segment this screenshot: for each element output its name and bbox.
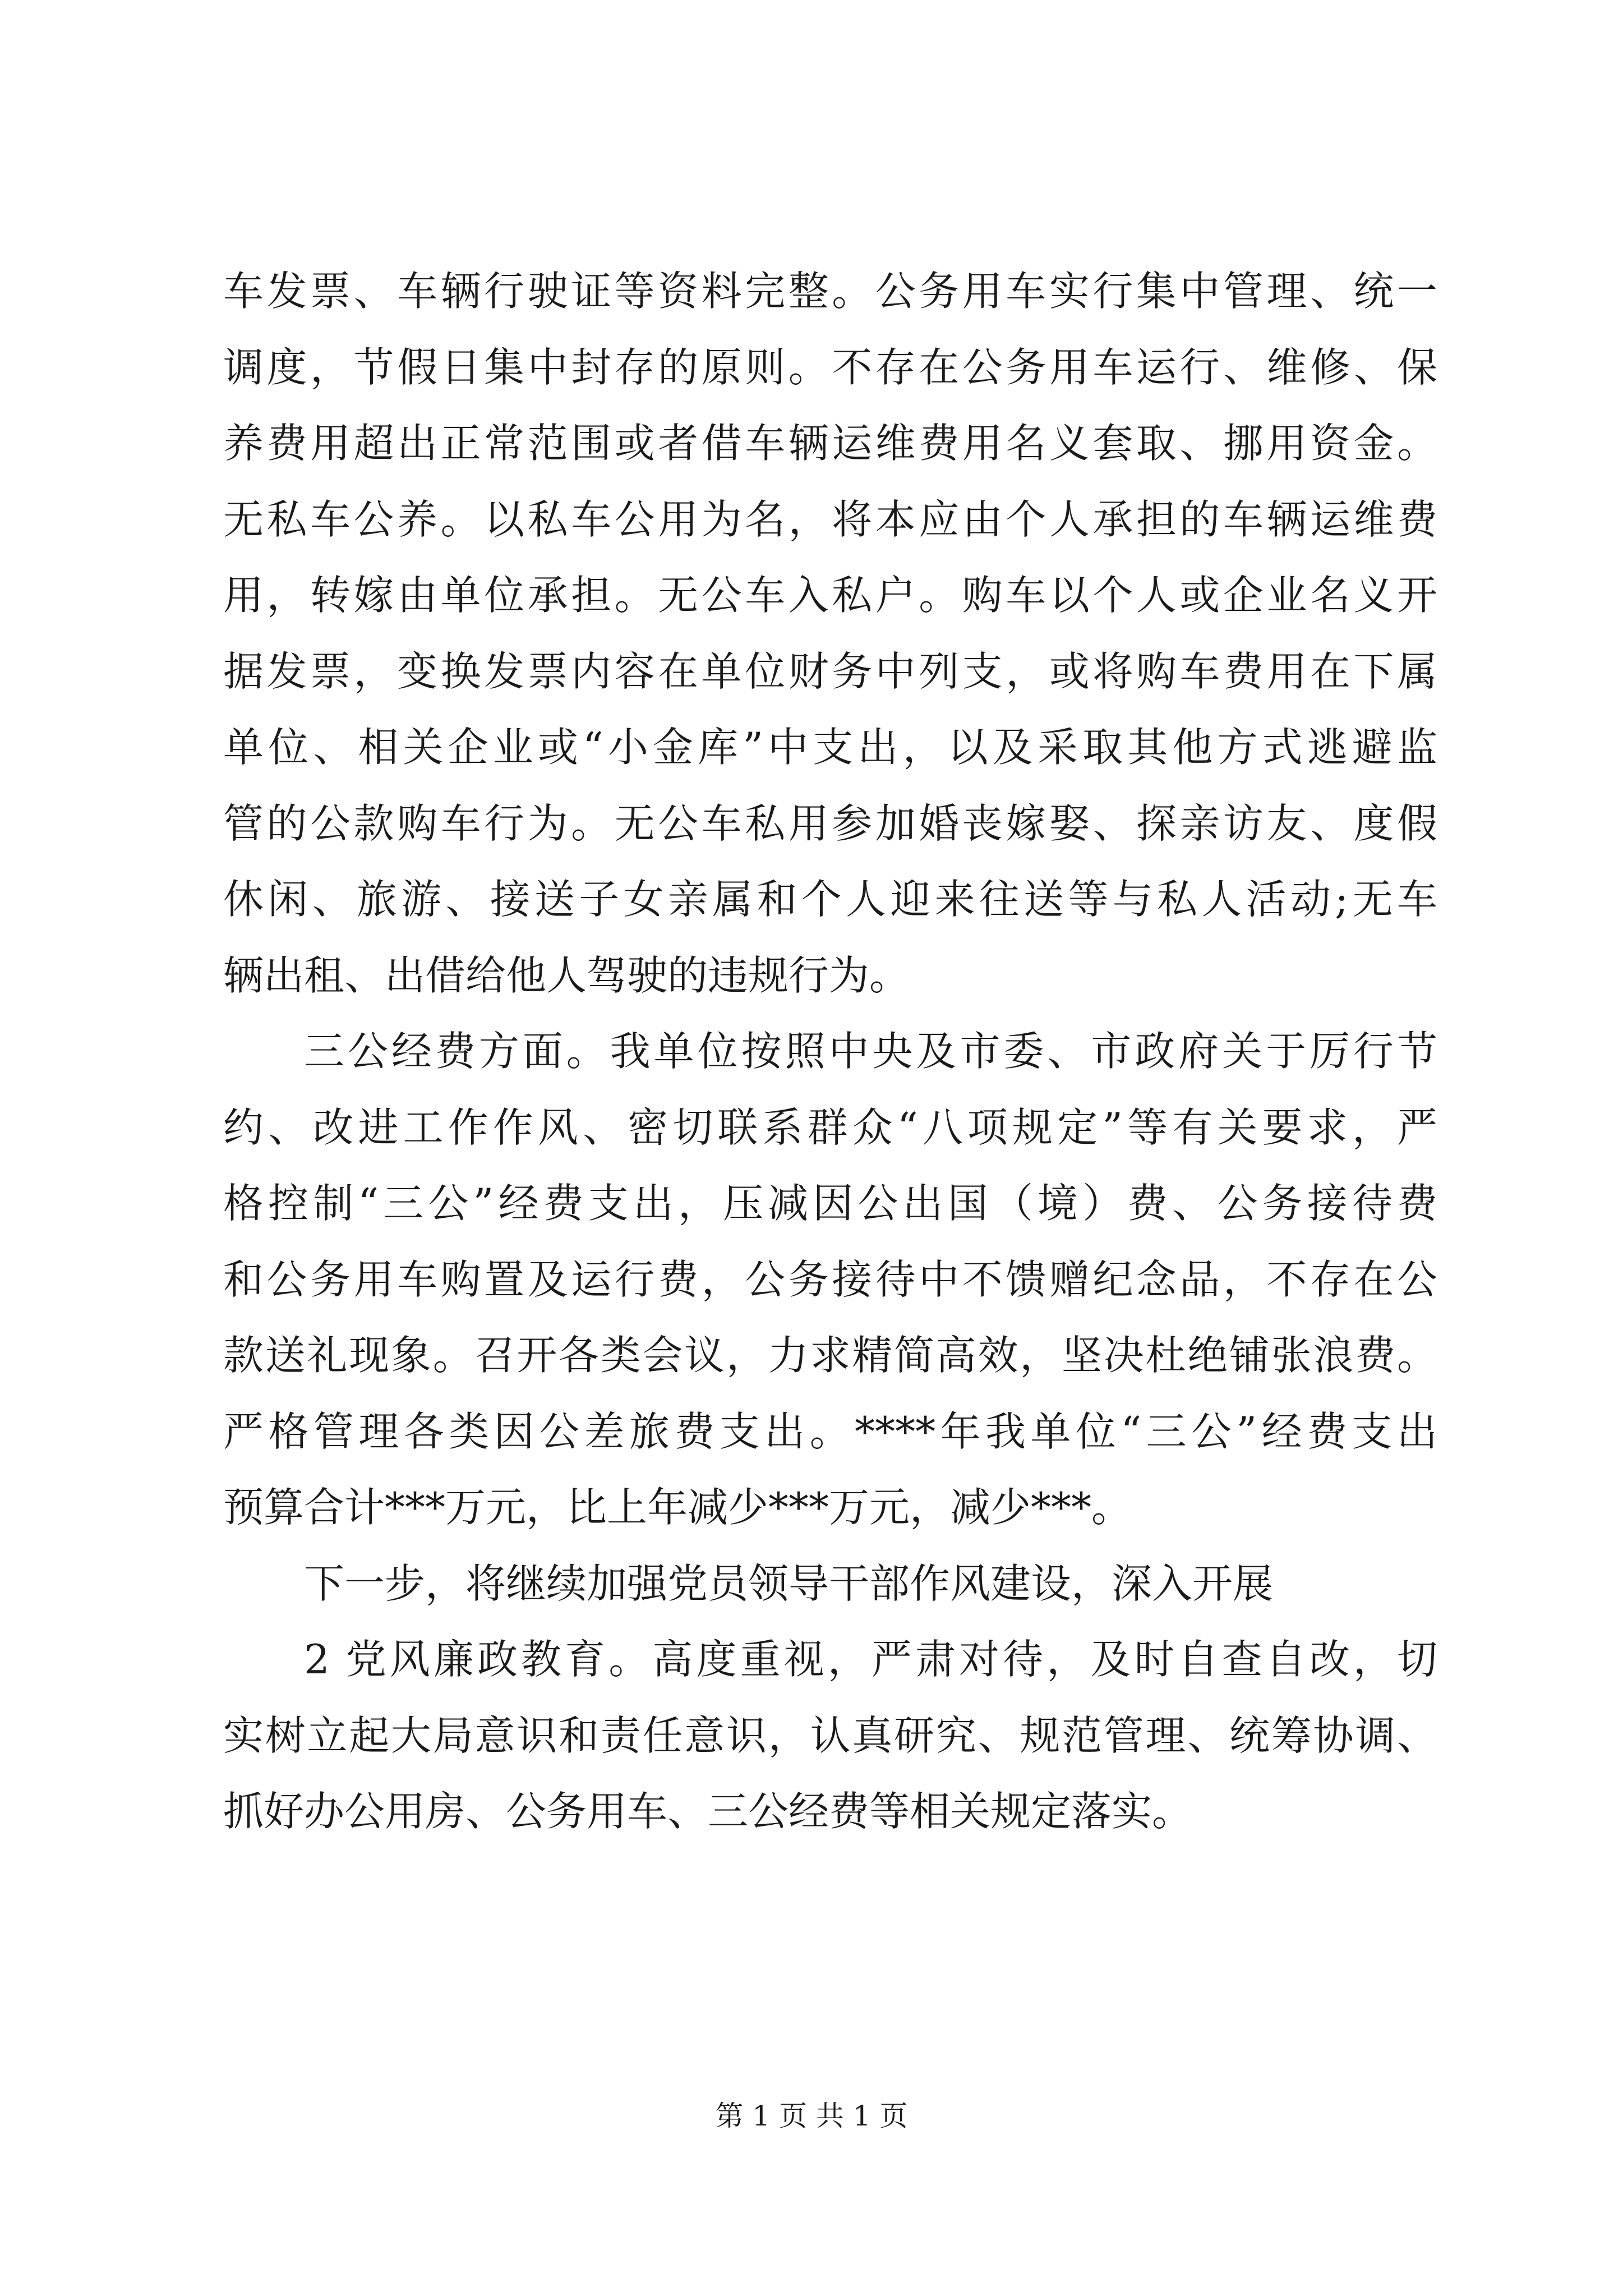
page-number-footer: 第 1 页 共 1 页: [715, 2100, 908, 2132]
text-line: 据发票，变换发票内容在单位财务中列支，或将购车费用在下属: [223, 647, 1437, 695]
text-line: 和公务用车购置及运行费，公务接待中不馈赠纪念品，不存在公: [223, 1255, 1437, 1303]
text-line: 养费用超出正常范围或者借车辆运维费用名义套取、挪用资金。: [223, 420, 1437, 467]
text-line: 休闲、旅游、接送子女亲属和个人迎来往送等与私人活动;无车: [223, 876, 1437, 923]
text-line: 款送礼现象。召开各类会议，力求精简高效，坚决杜绝铺张浪费。: [223, 1332, 1437, 1379]
text-line: 管的公款购车行为。无公车私用参加婚丧嫁娶、探亲访友、度假: [223, 799, 1437, 847]
text-line: 无私车公养。以私车公用为名，将本应由个人承担的车辆运维费: [223, 495, 1437, 543]
document-body: [223, 254, 1437, 1850]
text-line: 预算合计***万元，比上年减少***万元，减少***。: [223, 1484, 1132, 1531]
text-line: 单位、相关企业或“小金库”中支出，以及采取其他方式逃避监: [223, 724, 1437, 771]
paragraph-start-line: 2 党风廉政教育。高度重视，严肃对待，及时自查自改，切: [304, 1636, 1437, 1683]
text-line: 辆出租、出借给他人驾驶的违规行为。: [223, 951, 910, 999]
text-line: 用，转嫁由单位承担。无公车入私户。购车以个人或企业名义开: [223, 572, 1437, 619]
text-line: 车发票、车辆行驶证等资料完整。公务用车实行集中管理、统一: [223, 268, 1437, 315]
text-line: 调度，节假日集中封存的原则。不存在公务用车运行、维修、保: [223, 343, 1437, 391]
text-line: 抓好办公用房、公务用车、三公经费等相关规定落实。: [223, 1788, 1193, 1835]
text-line: 约、改进工作作风、密切联系群众“八项规定”等有关要求，严: [223, 1103, 1437, 1151]
text-line: 实树立起大局意识和责任意识，认真研究、规范管理、统筹协调、: [223, 1711, 1437, 1759]
paragraph-start-line: 下一步，将继续加强党员领导干部作风建设，深入开展: [304, 1559, 1274, 1607]
text-line: 格控制“三公”经费支出，压减因公出国（境）费、公务接待费: [223, 1180, 1437, 1227]
text-line: 严格管理各类因公差旅费支出。****年我单位“三公”经费支出: [223, 1407, 1437, 1455]
paragraph-start-line: 三公经费方面。我单位按照中央及市委、市政府关于厉行节: [304, 1028, 1437, 1075]
